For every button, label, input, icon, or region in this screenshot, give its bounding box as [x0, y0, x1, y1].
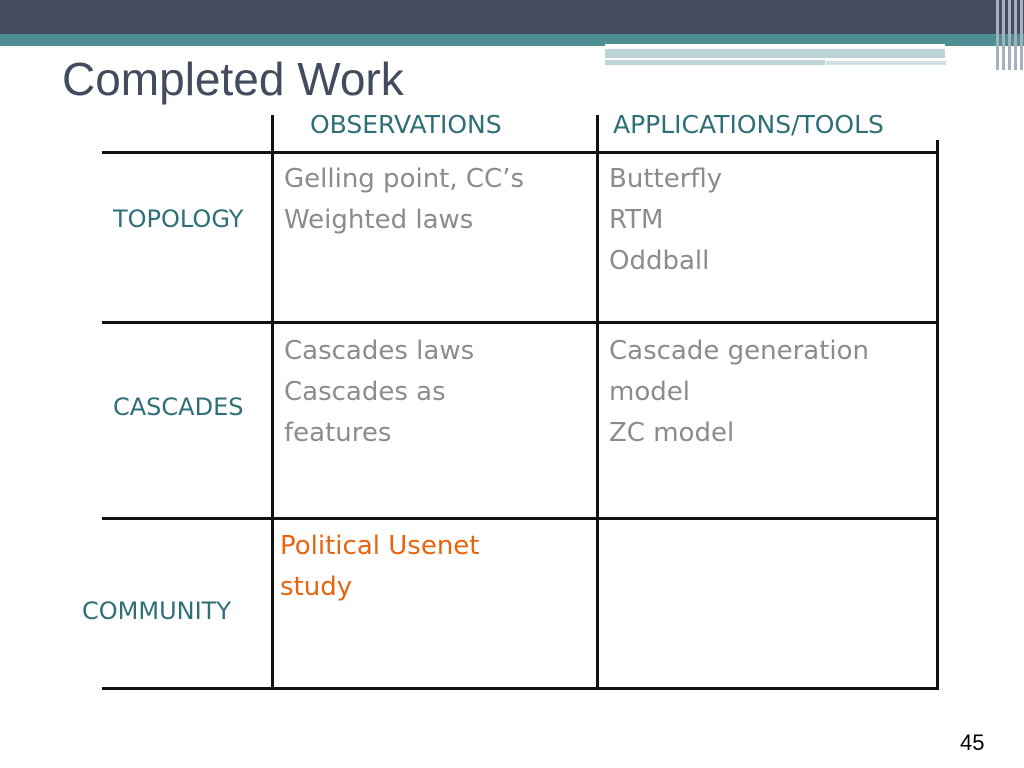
- cell-line: Oddball: [609, 246, 710, 276]
- cell-line: Gelling point, CC’s: [284, 164, 525, 194]
- cell-community-observations: [280, 526, 479, 608]
- grid-vline: [596, 115, 599, 690]
- header-accent-bar: [826, 61, 946, 65]
- cell-line: Weighted laws: [284, 205, 474, 235]
- cell-line: study: [280, 572, 353, 602]
- cell-line: Political Usenet: [280, 531, 480, 561]
- grid-hline: [102, 321, 939, 324]
- cell-line: Butterfly: [609, 164, 723, 194]
- slide-title: Completed Work: [62, 53, 404, 105]
- cell-topology-applications: [609, 159, 722, 282]
- row-label-community: COMMUNITY: [82, 597, 231, 625]
- grid-hline: [102, 151, 939, 154]
- cell-topology-observations: [284, 159, 524, 241]
- column-header-applications: APPLICATIONS/TOOLS: [613, 110, 884, 139]
- corner-stripes: [994, 0, 1024, 70]
- grid-vline: [936, 140, 939, 690]
- cell-line: model: [609, 377, 690, 407]
- column-header-observations: OBSERVATIONS: [310, 110, 502, 139]
- cell-line: Cascades as: [284, 377, 446, 407]
- cell-line: Cascades laws: [284, 336, 475, 366]
- grid-hline: [102, 517, 939, 520]
- grid-hline: [102, 687, 939, 690]
- cell-line: Cascade generation: [609, 336, 870, 366]
- cell-cascades-applications: [609, 331, 869, 454]
- cell-line: ZC model: [609, 418, 735, 448]
- cell-cascades-observations: [284, 331, 474, 454]
- page-number: 45: [960, 730, 985, 755]
- cell-line: features: [284, 418, 392, 448]
- cell-line: RTM: [609, 205, 664, 235]
- grid-vline: [271, 115, 274, 690]
- row-label-cascades: CASCADES: [113, 393, 244, 421]
- header-dark-bar: [0, 0, 1024, 34]
- header-accent-bar: [605, 49, 945, 58]
- row-label-topology: TOPOLOGY: [113, 205, 244, 233]
- header-accent-bar: [605, 60, 825, 65]
